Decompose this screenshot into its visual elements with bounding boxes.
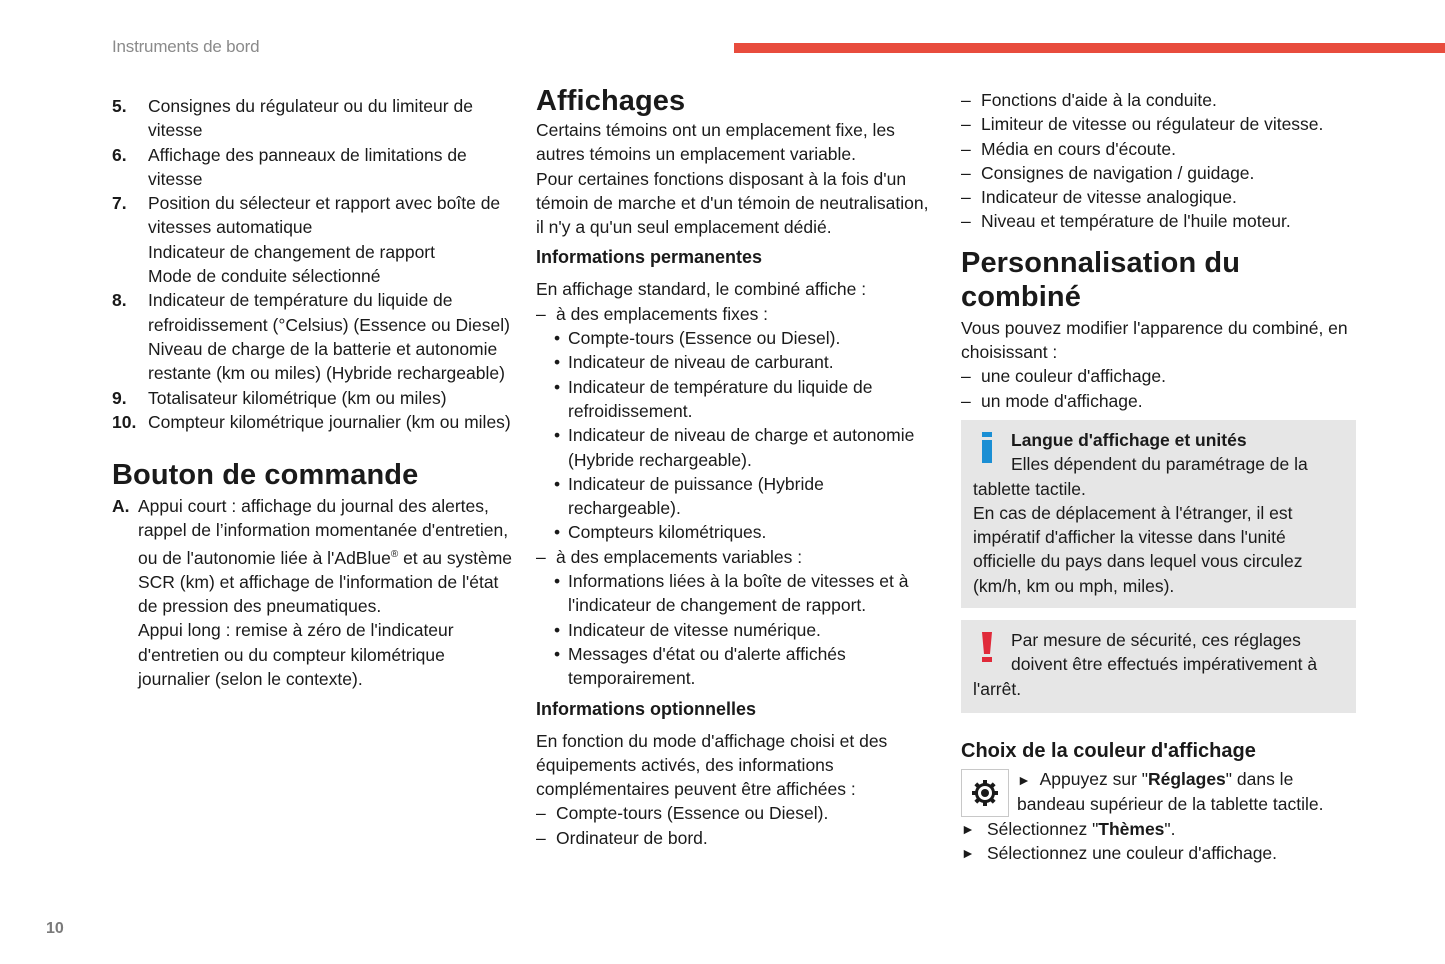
info-note-text-2: En cas de déplacement à l'étranger, il est impératif d'afficher la vitesse dans l'unité officielle du pays dans lequel vous circulez (km/h, km ou mph, miles).: [973, 502, 1303, 596]
column-2: [536, 84, 936, 850]
list-item: • Messages d'état ou d'alerte affichés temporairement.: [554, 643, 846, 689]
variable-group-label: – à des emplacements variables :: [536, 546, 803, 567]
numbered-item-7: [112, 191, 512, 288]
item-text: Indicateur de température du liquide de refroidissement (°Celsius) (Essence ou Diesel): [148, 290, 510, 335]
list-item: – Limiteur de vitesse ou régulateur de vitesse.: [961, 114, 1324, 135]
list-item: • Indicateur de vitesse numérique.: [554, 619, 821, 640]
list-item: • Compteurs kilométriques.: [554, 522, 767, 543]
section-title-bouton: Bouton de commande: [112, 459, 419, 492]
personnalisation-lead: Vous pouvez modifier l'apparence du combiné, en choisissant :: [961, 317, 1348, 363]
permanent-lead: En affichage standard, le combiné affiche :: [536, 279, 867, 300]
item-text: Consignes du régulateur ou du limiteur de vitesse: [148, 96, 473, 141]
item-number: 9.: [112, 387, 127, 408]
bouton-item-a: [112, 494, 512, 691]
item-number: 6.: [112, 144, 127, 165]
optional-lead: En fonction du mode d'affichage choisi et des équipements activés, des informations complémentaires peuvent être affichées :: [536, 730, 888, 800]
column-3: [961, 88, 1361, 866]
gear-icon: [961, 769, 1009, 817]
heading-informations-optionnelles: Informations optionnelles: [536, 698, 757, 719]
list-item: – Ordinateur de bord.: [536, 827, 708, 848]
section-title-affichages: Affichages: [536, 85, 686, 117]
numbered-item-10: [112, 410, 512, 434]
header-accent-bar: [734, 43, 1445, 53]
list-item: – Média en cours d'écoute.: [961, 138, 1176, 159]
item-letter: A.: [112, 496, 130, 517]
list-item: – une couleur d'affichage.: [961, 366, 1166, 387]
heading-choix-couleur: Choix de la couleur d'affichage: [961, 739, 1256, 762]
step-1: ► Appuyez sur "Réglages" dans le bandeau supérieur de la tablette tactile.: [1017, 768, 1324, 815]
column-1: [112, 94, 512, 691]
numbered-item-5: [112, 94, 512, 143]
warning-note: [961, 620, 1356, 713]
item-text: Niveau de charge de la batterie et autonomie restante (km ou miles) (Hybride rechargeable): [148, 338, 505, 384]
numbered-item-6: [112, 143, 512, 192]
list-item: • Informations liées à la boîte de vitesses et à l'indicateur de changement de rapport.: [554, 571, 909, 616]
list-item: – Niveau et température de l'huile moteur.: [961, 211, 1291, 232]
list-item: • Indicateur de niveau de carburant.: [554, 352, 834, 373]
list-item: • Indicateur de puissance (Hybride rechargeable).: [554, 473, 824, 519]
info-note-heading: Langue d'affichage et unités: [1011, 429, 1247, 450]
running-header-title: Instruments de bord: [112, 37, 260, 56]
item-number: 5.: [112, 96, 127, 116]
list-item: – un mode d'affichage.: [961, 390, 1143, 411]
heading-informations-permanentes: Informations permanentes: [536, 247, 763, 268]
list-item: • Compte-tours (Essence ou Diesel).: [554, 328, 841, 349]
info-note-text-1: Elles dépendent du paramétrage de la tablette tactile.: [973, 454, 1308, 499]
item-number: 7.: [112, 193, 127, 214]
numbered-item-9: [112, 386, 512, 410]
warning-note-text: Par mesure de sécurité, ces réglages doivent être effectués impérativement à l'arrêt.: [973, 630, 1318, 699]
step-2: ► Sélectionnez "Thèmes".: [961, 818, 1176, 839]
warning-icon: [973, 628, 1011, 676]
intro-paragraph-1: Certains témoins ont un emplacement fixe, les autres témoins un emplacement variable.: [536, 120, 895, 165]
item-text: Compteur kilométrique journalier (km ou miles): [148, 411, 511, 432]
list-item: • Indicateur de niveau de charge et autonomie (Hybride rechargeable).: [554, 425, 915, 470]
numbered-item-8: [112, 288, 512, 385]
list-item: – Indicateur de vitesse analogique.: [961, 187, 1237, 208]
item-number: 8.: [112, 290, 127, 311]
item-text: Indicateur de changement de rapport: [148, 241, 435, 262]
section-title-personnalisation: Personnalisation du combiné: [961, 246, 1241, 313]
list-item: – Consignes de navigation / guidage.: [961, 162, 1255, 183]
list-item: – Compte-tours (Essence ou Diesel).: [536, 803, 829, 824]
long-press-text: Appui long : remise à zéro de l'indicateur d'entretien ou du compteur kilométrique journalier (selon le contexte).: [138, 620, 454, 690]
list-item: • Indicateur de température du liquide de refroidissement.: [554, 376, 873, 421]
short-press-text: Appui court : affichage du journal des alertes, rappel de l’information momentanée d'entretien, ou de l'autonomie liée à l'AdBlue® et au système SCR (km) et affichage de l'information de l'état de pression des pneumatiques.: [138, 496, 513, 617]
intro-paragraph-2: Pour certaines fonctions disposant à la fois d'un témoin de marche et d'un témoin de neutralisation, il n'y a qu'un seul emplacement dédié.: [536, 168, 929, 238]
page-number: 10: [46, 920, 64, 937]
list-item: – Fonctions d'aide à la conduite.: [961, 90, 1217, 110]
item-text: Affichage des panneaux de limitations de vitesse: [148, 144, 467, 189]
info-icon: [973, 428, 1011, 476]
registered-mark: ®: [390, 548, 399, 560]
step-3: ► Sélectionnez une couleur d'affichage.: [961, 843, 1278, 864]
item-number: 10.: [112, 411, 137, 432]
color-choice-steps: [961, 767, 1361, 866]
info-note: [961, 420, 1356, 608]
item-text: Mode de conduite sélectionné: [148, 266, 381, 287]
item-text: Totalisateur kilométrique (km ou miles): [148, 387, 447, 408]
item-text: Position du sélecteur et rapport avec boîte de vitesses automatique: [148, 193, 501, 238]
fixed-group-label: – à des emplacements fixes :: [536, 303, 769, 324]
